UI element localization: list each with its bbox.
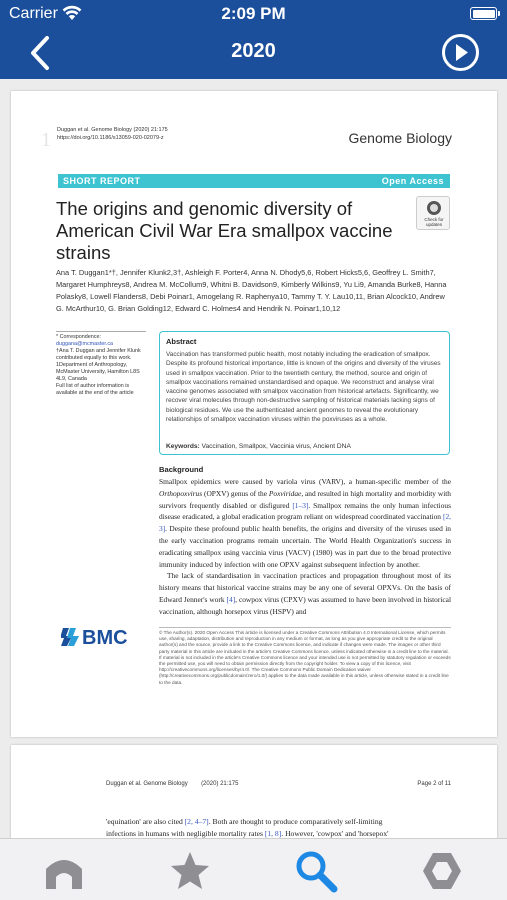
citation-text: Duggan et al. Genome Biology (106, 781, 188, 787)
paper-title: The origins and genomic diversity of American Civil War Era smallpox vaccine strains (56, 198, 393, 263)
text-line: 'equination' are also cited [2, 4–7]. Both are thought to produce comparatively self-limiting (106, 817, 383, 826)
reference-link[interactable]: [4] (226, 594, 236, 604)
correspondence-label: * Correspondence: (56, 334, 101, 340)
department-note: 1Department of Anthropology, McMaster University, Hamilton L8S 4L9, Canada (56, 362, 140, 382)
background-text (159, 476, 451, 618)
doi-link[interactable]: https://doi.org/10.1186/s13059-020-02079-z (57, 134, 164, 141)
play-button[interactable] (441, 33, 480, 72)
article-type-banner (58, 174, 450, 188)
update-check-icon (427, 201, 441, 215)
check-updates-label: Check for updates (424, 217, 444, 227)
star-icon (168, 849, 212, 893)
author-info-note: Full list of author information is available at the end of the article (56, 383, 134, 396)
citation-year: (2020) 21:175 (201, 781, 239, 787)
tab-more[interactable] (420, 849, 464, 893)
carrier-label: Carrier (9, 5, 58, 22)
correspondence-email[interactable]: duggana@mcmaster.ca (56, 341, 114, 347)
check-for-updates-badge[interactable] (416, 196, 450, 230)
publisher-name: BMC (82, 627, 128, 648)
play-circle-icon (441, 33, 480, 72)
license-text: © The Author(s). 2020 Open Access This article is licensed under a Creative Commons Attribution 4.0 International License, which permits use, sharing, adaptation, distribution and reproduction in any medium or format, as long as you give appropriate credit to the original author(s) and the source, provide a link to the Creative Commons licence, and indicate if changes were made. The images or other third party material in this article are included in the article's Creative Commons licence, unless indicated otherwise in a credit line to the material. If material is not included in the article's Creative Commons licence and your intended use is not permitted by statutory regulation or exceeds the permitted use, you will need to obtain permission directly from the copyright holder. To view a copy of this licence, visit http://creativecommons.org/licenses/by/4.0/. The Creative Commons Public Domain Dedication waiver (http://creativecommons.org/publicdomain/zero/1.0/) applies to the data made available in this article, unless otherwise stated in a credit line to the data. (159, 627, 451, 686)
page-header (106, 781, 451, 787)
background-heading: Background (159, 465, 204, 474)
citation-year: (2020) 21:175 (133, 127, 168, 133)
pdf-page-1 (11, 91, 497, 737)
author-list: Ana T. Duggan1*†, Jennifer Klunk2,3†, Ashleigh F. Porter4, Anna N. Dhody5,6, Robert Hicks5,6, Geoffrey L. Smith7, Margaret Humphreys8, Andrea M. McCollum9, Whitni B. Davidson9, Kimberly Wilkins9, Yu Li9, Amanda Burke8, Hanna Polasky8, Lowell Flanders8, Debi Poinar1, Amogelang R. Raphenya10, Tammy T. Y. Lau10,11, Brian Alcock10, Andrew G. McArthur10, G. Brian Golding12, Edward C. Holmes4 and Hendrik N. Poinar1,10,12 (56, 268, 447, 313)
reference-link[interactable]: [2, 3] (159, 512, 451, 534)
pdf-page-2 (11, 745, 497, 838)
tab-search[interactable] (294, 849, 338, 893)
keywords (166, 443, 351, 450)
page-number-watermark: 1 (41, 129, 51, 151)
page-indicator: Page 2 of 11 (417, 781, 451, 787)
affiliation-note (56, 331, 146, 397)
reference-link[interactable]: [1–3] (292, 500, 309, 510)
abstract-heading: Abstract (166, 337, 197, 346)
page-title: 2020 (231, 40, 276, 62)
tab-favorites[interactable] (168, 849, 212, 893)
citation-header (57, 127, 168, 142)
search-icon (294, 849, 338, 893)
hexagon-icon (420, 849, 464, 893)
reference-link[interactable]: [2, 4–7] (184, 817, 209, 826)
bmc-logo (61, 624, 147, 648)
top-header (0, 0, 507, 79)
tab-home[interactable] (42, 849, 86, 893)
home-icon (42, 849, 86, 893)
clock: 2:09 PM (221, 4, 286, 23)
text-line: infections in humans with negligible mortality rates [1, 8]. However, 'cowpox' and 'horsepox' (106, 829, 389, 838)
paragraph: Smallpox epidemics were caused by variola virus (VARV), a human-specific member of the Orthopoxvirus (OPXV) genus of the Poxviridae, and resulted in high mortality and morbidity with survivors frequently disabled or disfigured [1–3]. Smallpox remains the only human infectious disease eradicated, a global eradication program reliant on widespread coordinated vaccination [2, 3]. Despite these profound public health benefits, the origins and diversity of the viruses used in the early vaccination programs remain uncertain. The World Health Organization's success in eradicating smallpox using vaccinia virus (VACV) (1980) was in part due to the broad protective immunity induced by infection with one OPXV against subsequent infection by another. (159, 477, 452, 569)
keywords-label: Keywords: (166, 443, 200, 450)
abstract-text: Vaccination has transformed public health, most notably including the eradication of smallpox. Despite its profound historical importance, little is known of the origins and diversity of the viruses used in smallpox vaccination. Prior to the twentieth century, the method, source and origin of smallpox vaccinations remained unstandardised and opaque. We reconstruct and analyse viral vaccine genomes associated with smallpox vaccination from historical artefacts. Significantly, we recover viral molecules through non-destructive sampling of historical materials lacking signs of biological residues. We use the authenticated ancient genomes to reveal the evolutionary relationships of smallpox vaccination viruses within the poxviruses as a whole. (166, 351, 441, 424)
keywords-text: Vaccination, Smallpox, Vaccinia virus, Ancient DNA (201, 443, 351, 450)
pdf-viewer[interactable] (0, 79, 507, 838)
equal-contribution-note: †Ana T. Duggan and Jennifer Klunk contributed equally to this work. (56, 348, 141, 361)
reference-link[interactable]: [1, 8] (264, 829, 282, 838)
page-body-text (106, 816, 451, 838)
paragraph: The lack of standardisation in vaccination practices and propagation throughout most of its history means that historical vaccine strains may be any one of several OPXVs. On the basis of Edward Jenner's work [4], cowpox virus (CPXV) was assumed to have been involved in historical vaccination, although horsepox virus (HSPV) and (159, 571, 451, 616)
tab-bar (0, 838, 507, 900)
battery-icon (470, 7, 497, 20)
citation-text: Duggan et al. Genome Biology (57, 127, 132, 133)
abstract-box (159, 331, 450, 455)
article-type-label: SHORT REPORT (63, 176, 141, 186)
journal-logo: Genome Biology (348, 130, 452, 146)
open-access-label: Open Access (381, 176, 444, 186)
status-bar (0, 0, 507, 28)
